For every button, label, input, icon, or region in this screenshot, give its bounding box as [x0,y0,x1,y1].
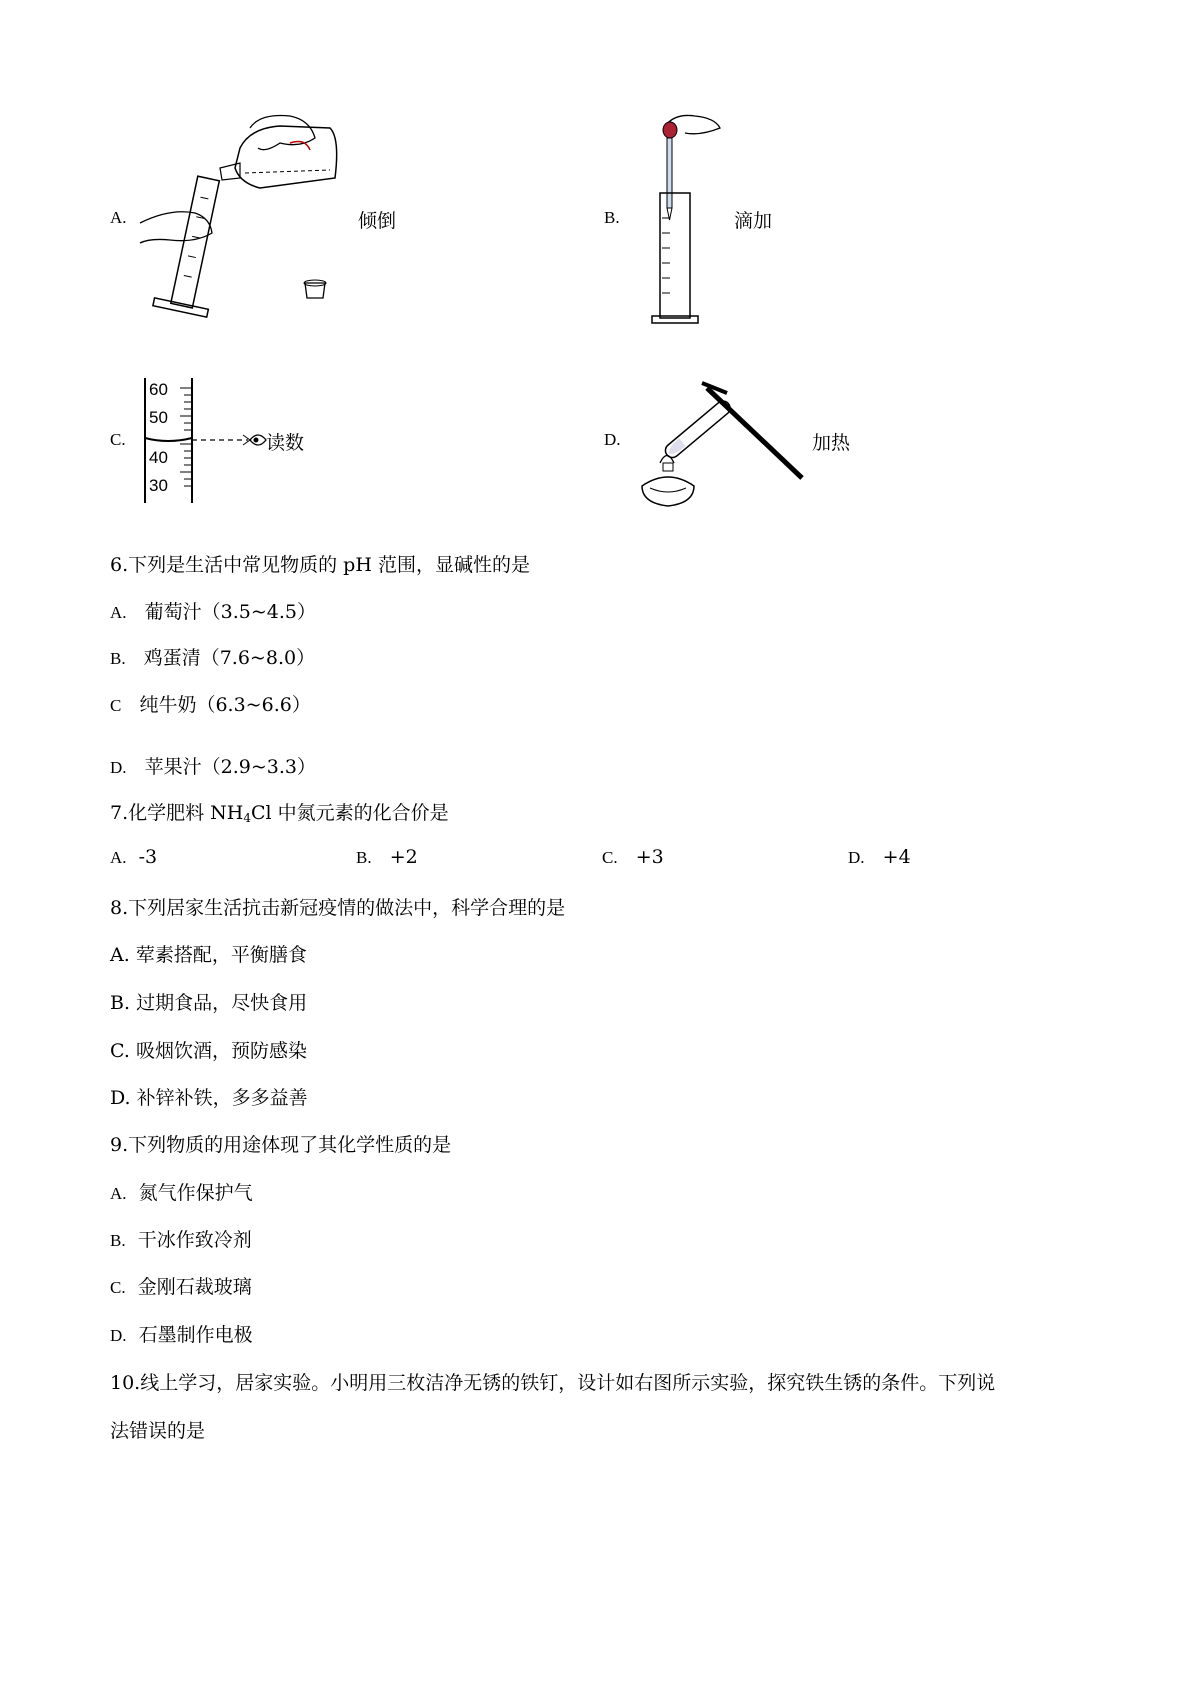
q9-option-c [110,1272,252,1299]
q9-option-b-letter: B. [110,1231,126,1250]
option-d-letter: D. [604,430,621,449]
q7-stem-after: Cl 中氮元素的化合价是 [251,802,449,824]
q6-option-c [110,690,311,717]
q6-option-c-letter: C [110,696,122,715]
q8-option-b-letter: B. [110,992,131,1014]
q8-option-a-letter: A. [110,944,130,966]
option-a-letter: A. [110,208,127,227]
q7-stem-subscript: 4 [243,811,252,825]
q6-option-b-letter: B. [110,649,126,668]
q9-option-a-letter: A. [110,1184,127,1203]
q6-stem: 6.下列是生活中常见物质的 pH 范围，显碱性的是 [110,554,530,576]
q8-stem: 8.下列居家生活抗击新冠疫情的做法中，科学合理的是 [110,897,566,919]
q9-option-d-text: 石墨制作电极 [138,1324,253,1346]
heating-illustration [632,368,812,528]
option-c-caption: 读数 [266,432,305,454]
q7-option-a-letter: A. [110,848,127,867]
q7-option-b-letter: B. [356,848,372,867]
option-d-caption: 加热 [812,432,851,454]
q9-option-a [110,1178,253,1205]
q7-option-b [356,846,418,868]
option-b-caption: 滴加 [734,210,773,232]
q7-option-d [848,846,911,868]
q6-option-a-letter: A. [110,603,127,622]
q8-option-a [110,940,307,967]
q8-option-d-text: 补锌补铁，多多益善 [136,1087,308,1109]
q7-option-d-text: +4 [882,846,911,868]
q8-option-d [110,1083,308,1110]
option-b-letter: B. [604,208,620,227]
q9-option-c-text: 金刚石裁玻璃 [137,1276,252,1298]
q8-option-b [110,988,307,1015]
q9-option-d-letter: D. [110,1326,127,1345]
q7-stem-before: 7.化学肥料 NH [110,802,244,824]
q6-option-c-text: 纯牛奶（6.3~6.6） [139,694,311,716]
q8-option-c [110,1036,307,1063]
q6-option-b-text: 鸡蛋清（7.6~8.0） [143,647,316,669]
q8-option-d-letter: D. [110,1087,131,1109]
option-a-caption: 倾倒 [358,210,397,232]
scale-tick-60: 60 [149,380,168,399]
q7-option-b-text: +2 [389,846,418,868]
q10-stem-line-1: 10.线上学习，居家实验。小明用三枚洁净无锈的铁钉，设计如右图所示实验，探究铁生锈的条件。下列说 [110,1372,996,1394]
q10-stem-line-2: 法错误的是 [110,1420,206,1442]
q8-option-a-text: 荤素搭配，平衡膳食 [135,944,307,966]
q7-option-c-text: +3 [635,846,664,868]
q8-option-b-text: 过期食品，尽快食用 [136,992,308,1014]
q9-option-a-text: 氮气作保护气 [138,1182,253,1204]
scale-tick-50: 50 [149,408,168,427]
scale-tick-30: 30 [149,476,168,495]
q6-option-a [110,597,316,624]
q6-option-d [110,752,316,779]
q6-option-d-text: 苹果汁（2.9~3.3） [144,756,317,778]
q9-option-d [110,1320,253,1347]
scale-tick-40: 40 [149,448,168,467]
q7-option-a-text: -3 [138,846,158,868]
q8-option-c-letter: C. [110,1040,130,1062]
q8-option-c-text: 吸烟饮酒，预防感染 [135,1040,307,1062]
q9-option-c-letter: C. [110,1278,126,1297]
q6-option-b [110,643,315,670]
q7-option-d-letter: D. [848,848,865,867]
q7-option-c [602,846,664,868]
q9-option-b-text: 干冰作致冷剂 [137,1229,252,1251]
q9-option-b [110,1225,252,1252]
pouring-illustration [140,108,340,318]
option-c-letter: C. [110,430,126,449]
q6-option-a-text: 葡萄汁（3.5~4.5） [144,601,317,623]
q9-stem: 9.下列物质的用途体现了其化学性质的是 [110,1134,452,1156]
q7-option-a [110,846,157,868]
q7-option-c-letter: C. [602,848,618,867]
dropper-illustration [640,108,730,328]
q6-option-d-letter: D. [110,758,127,777]
q7-stem [110,798,449,825]
